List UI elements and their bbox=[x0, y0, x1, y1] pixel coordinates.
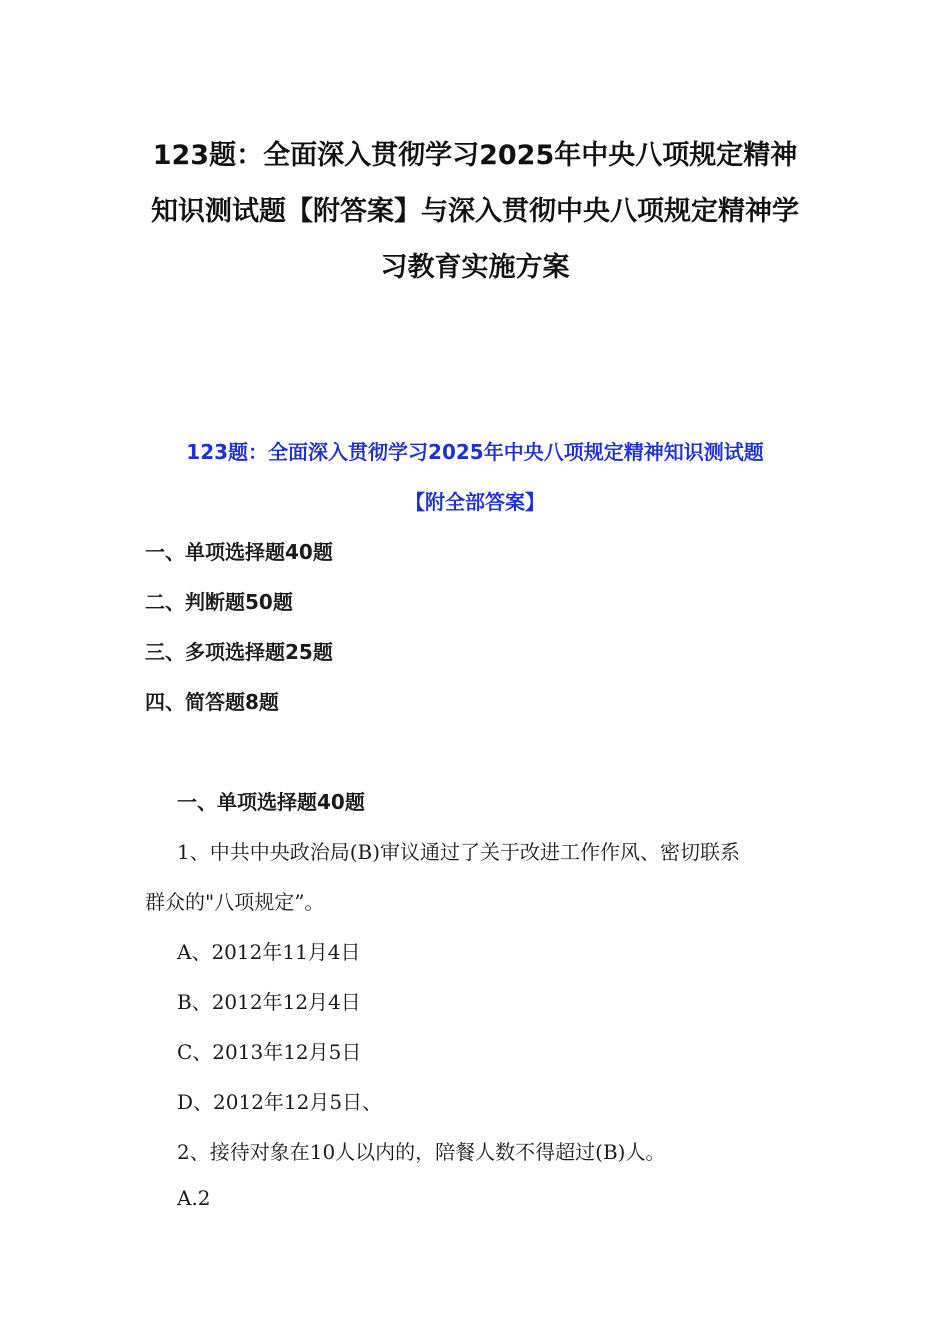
question-2-option-a: A.2 bbox=[177, 1186, 211, 1210]
outline-item-multiple-choice: 三、多项选择题25题 bbox=[145, 640, 333, 664]
question-1-line1: 1、中共中央政治局(B)审议通过了关于改进工作作风、密切联系 bbox=[177, 840, 741, 864]
quiz-subtitle-line1: 123题：全面深入贯彻学习2025年中央八项规定精神知识测试题 bbox=[186, 440, 764, 464]
outline-item-short-answer: 四、简答题8题 bbox=[145, 690, 279, 714]
outline-item-true-false: 二、判断题50题 bbox=[145, 590, 293, 614]
question-1-line2: 群众的"八项规定”。 bbox=[145, 890, 325, 914]
question-1-option-c: C、2013年12月5日 bbox=[177, 1040, 362, 1064]
quiz-subtitle-line2: 【附全部答案】 bbox=[405, 490, 545, 514]
document-title: 123题：全面深入贯彻学习2025年中央八项规定精神知识测试题【附答案】与深入贯彻中央八项规定精神学习教育实施方案 bbox=[151, 140, 799, 283]
outline-item-single-choice: 一、单项选择题40题 bbox=[145, 540, 333, 564]
question-1-option-a: A、2012年11月4日 bbox=[177, 940, 361, 964]
section-heading: 一、单项选择题40题 bbox=[177, 790, 365, 814]
question-1-option-d: D、2012年12月5日、 bbox=[177, 1090, 383, 1114]
question-2-text: 2、接待对象在10人以内的，陪餐人数不得超过(B)人。 bbox=[177, 1140, 666, 1164]
question-1-option-b: B、2012年12月4日 bbox=[177, 990, 361, 1014]
